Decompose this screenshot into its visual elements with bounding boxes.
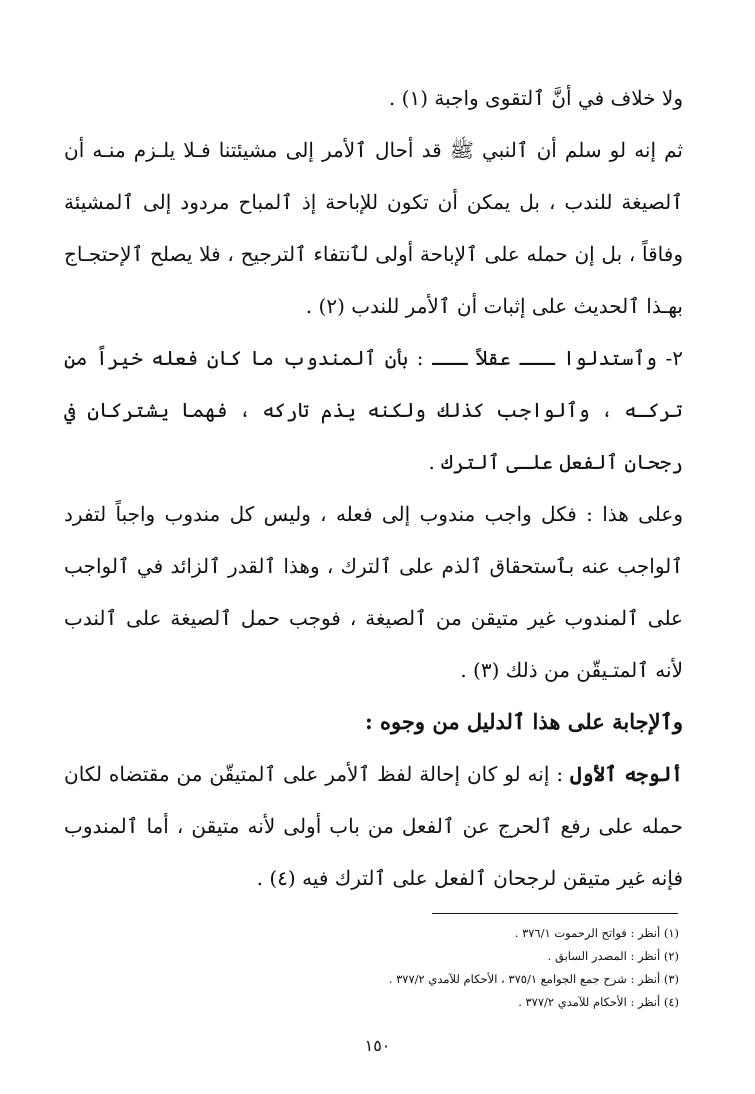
first-answer-lead: ألوجه ٱلأول xyxy=(570,762,684,786)
main-text xyxy=(64,72,683,904)
footnotes xyxy=(300,922,679,1014)
paragraph-rational-argument: ٢- وٱستدلوا ـــ عقلاً ـــ : بأن ٱلمندوب ما كان فعله خيراً من تركـه ، وٱلواجب كذلك ولكنه يذم تاركه ، فهما يشتركان في رجحان ٱلفعل علـى ٱلترك . xyxy=(64,346,683,474)
footnote-1: (١) أنظر : فواتح الرحموت ٣٧٦/١ . xyxy=(514,926,679,940)
footnote-divider xyxy=(432,913,678,914)
paragraph-first-answer xyxy=(64,748,683,904)
section-heading: وٱلإجابة على هذا ٱلدليل من وجوه : xyxy=(364,709,683,734)
footnote-4: (٤) أنظر : الأحكام للآمدي ٣٧٧/٢ . xyxy=(518,995,679,1009)
paragraph-taqwa: ولا خلاف في أنَّ ٱلتقوى واجبة (١) . xyxy=(388,86,683,110)
paragraph-conclusion: وعلى هذا : فكل واجب مندوب إلى فعله ، وليس كل مندوب واجباً لتفرد ٱلواجب عنه بٱستحقاق ٱلذم على ٱلترك ، وهذا ٱلقدر ٱلزائد في ٱلواجب على ٱلمندوب غير متيقن من ٱلصيغة ، فوجب حمل ٱلصيغة على ٱلندب لأنه ٱلمتـيقّن من ذلك (٣) . xyxy=(64,502,683,682)
paragraph-prophet-hadith: ثم إنه لو سلم أن ٱلنبي ﷺ قد أحال ٱلأمر إلى مشيئتنا فـلا يلـزم منـه أن ٱلصيغة للندب ، بل يمكن أن تكون للإباحة إذ ٱلمباح مردود إلى ٱلمشيئة وفاقاً ، بل إن حمله على ٱلإباحة أولى لٱنتفاء ٱلترجيح ، فلا يصلح ٱلإحتجـاج بهـذا ٱلحديث على إثبات أن ٱلأمر للندب (٢) . xyxy=(64,138,683,318)
footnote-3: (٣) أنظر : شرح جمع الجوامع ٣٧٥/١ ، الأحكام للآمدي ٣٧٧/٢ . xyxy=(388,972,679,986)
footnote-2: (٢) أنظر : المصدر السابق . xyxy=(547,949,679,963)
page-number: ١٥٠ xyxy=(364,1036,391,1055)
first-answer-text: : إنه لو كان إحالة لفظ ٱلأمر على ٱلمتيقّن من مقتضاه لكان حمله على رفع ٱلحرج عن ٱلفعل من باب أولى لأنه متيقن ، أما ٱلمندوب فإنه غير متيقن لرجحان ٱلفعل على ٱلترك فيه (٤) . xyxy=(64,762,683,890)
